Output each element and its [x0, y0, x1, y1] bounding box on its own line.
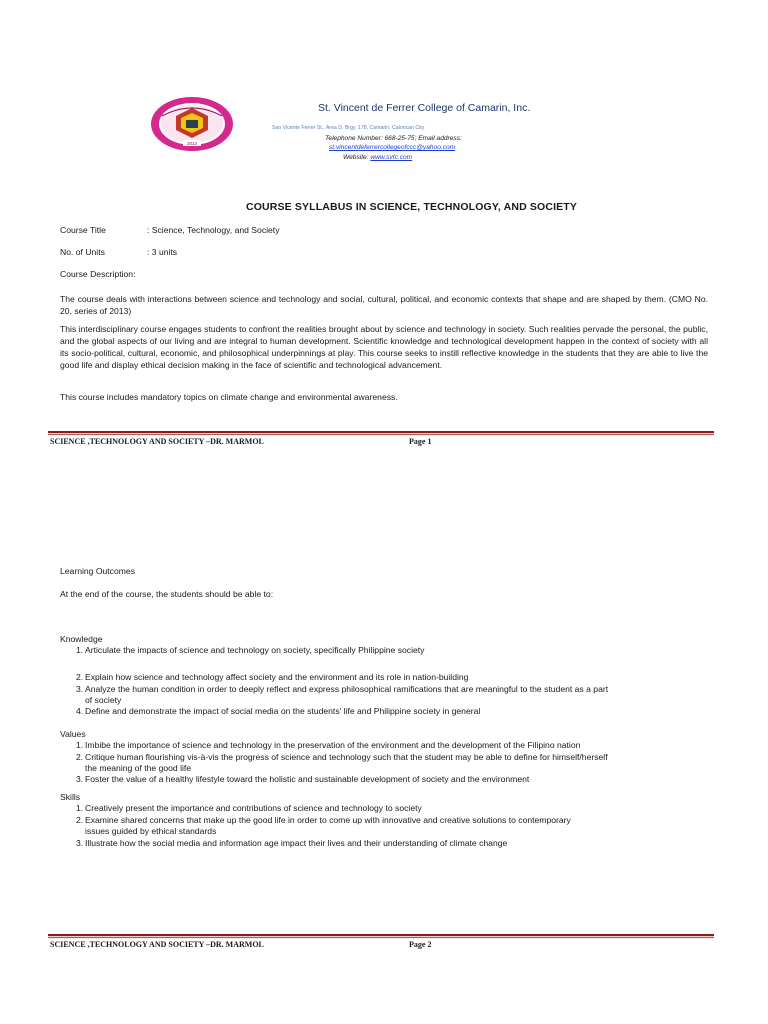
list-text: Critique human flourishing vis-à-vis the progress of science and technology such that the student may be able to define for himself/herself — [85, 752, 608, 762]
units-label: No. of Units — [60, 247, 105, 257]
telephone-line: Telephone Number: 668-25-75; Email address: — [325, 135, 462, 142]
website-label: Website: — [343, 153, 369, 161]
website-line — [343, 153, 462, 162]
list-text-continued: of society — [85, 694, 122, 705]
list-text-continued: the meaning of the good life — [85, 762, 192, 773]
list-number: 2. — [76, 752, 84, 762]
syllabus-title: COURSE SYLLABUS IN SCIENCE, TECHNOLOGY, AND SOCIETY — [245, 201, 578, 213]
values-heading: Values — [60, 729, 86, 739]
list-number: 1. — [76, 803, 84, 813]
course-title-row — [60, 225, 280, 235]
knowledge-heading: Knowledge — [60, 634, 103, 644]
list-number: 3. — [76, 838, 84, 848]
list-text: Define and demonstrate the impact of social media on the students' life and Philippine society in general — [85, 706, 481, 716]
list-text: Creatively present the importance and contributions of science and technology to society — [85, 803, 422, 813]
course-description-label: Course Description: — [60, 269, 136, 279]
values-item-3 — [76, 774, 529, 785]
list-text: Analyze the human condition in order to deeply reflect and express philosophical ramifications that are meaningful to the student as a part — [85, 684, 609, 694]
knowledge-item-1 — [76, 645, 424, 656]
college-address: San Vicente Ferrer St., Area D, Brgy. 178, Camarin, Caloocan City — [272, 125, 425, 131]
knowledge-item-3 — [76, 684, 608, 705]
description-paragraph-2: This interdisciplinary course engages students to confront the realities brought about by science and technology in society. Such realities pervade the personal, the public, and the global aspects of our living and are integral to human development. Scientific knowledge and technological development happen in the context of society with all its socio-political, cultural, economic, and philosophical underpinnings at play. This course seeks to instill reflective knowledge in the students that they are able to live the good life and display ethical decision making in the face of scientific and technological advancement. — [60, 324, 708, 370]
description-paragraph-3: This course includes mandatory topics on climate change and environmental awareness. — [60, 392, 398, 402]
college-name: St. Vincent de Ferrer College of Camarin, Inc. — [318, 102, 531, 114]
list-number: 1. — [76, 645, 84, 655]
values-item-1 — [76, 740, 580, 751]
course-title-label: Course Title — [60, 225, 106, 235]
list-number: 1. — [76, 740, 84, 750]
outcomes-intro: At the end of the course, the students should be able to: — [60, 589, 274, 599]
knowledge-item-4 — [76, 706, 480, 717]
list-text: Explain how science and technology affect society and the environment and its role in nation-building — [85, 672, 469, 682]
units-value: : 3 units — [147, 247, 178, 257]
website-link[interactable]: www.svfc.com — [370, 153, 413, 161]
footer-rule-page-1 — [48, 431, 714, 436]
list-text: Foster the value of a healthy lifestyle toward the holistic and sustainable development of society and the environment — [85, 774, 530, 784]
footer-page-number-1: Page 1 — [409, 437, 432, 446]
list-text: Articulate the impacts of science and technology on society, specifically Philippine society — [85, 645, 425, 655]
list-number: 2. — [76, 672, 84, 682]
footer-course-label-page-1: SCIENCE ,TECHNOLOGY AND SOCIETY –DR. MARMOL — [50, 437, 264, 446]
list-number: 2. — [76, 815, 84, 825]
list-text: Imbibe the importance of science and technology in the preservation of the environment and the development of the Filipino nation — [85, 740, 581, 750]
skills-heading: Skills — [60, 792, 81, 802]
values-item-2 — [76, 752, 608, 773]
college-seal-logo — [150, 96, 234, 152]
skills-item-1 — [76, 803, 422, 814]
list-number: 4. — [76, 706, 84, 716]
footer-page-number-2: Page 2 — [409, 940, 432, 949]
footer-course-label-page-2: SCIENCE ,TECHNOLOGY AND SOCIETY –DR. MARMOL — [50, 940, 264, 949]
contact-block — [325, 134, 462, 162]
svg-text:2013: 2013 — [186, 141, 198, 146]
skills-item-2 — [76, 815, 571, 836]
list-text: Illustrate how the social media and information age impact their lives and their understanding of climate change — [85, 838, 508, 848]
skills-item-3 — [76, 838, 507, 849]
description-paragraph-1: The course deals with interactions between science and technology and social, cultural, political, and economic contexts that shape and are shaped by them. (CMO No. 20, series of 2013) — [60, 294, 708, 316]
email-link[interactable]: st.vincentdeferrercollegeofccc@yahoo.com — [329, 144, 456, 152]
course-title-value: : Science, Technology, and Society — [147, 225, 280, 235]
learning-outcomes-title: Learning Outcomes — [60, 566, 135, 576]
list-text: Examine shared concerns that make up the good life in order to come up with innovative and creative solutions to contemporary — [85, 815, 571, 825]
list-text-continued: issues guided by ethical standards — [85, 825, 217, 836]
list-number: 3. — [76, 684, 84, 694]
units-row — [60, 247, 178, 257]
list-number: 3. — [76, 774, 84, 784]
knowledge-item-2 — [76, 672, 468, 683]
footer-rule-page-2 — [48, 934, 714, 939]
